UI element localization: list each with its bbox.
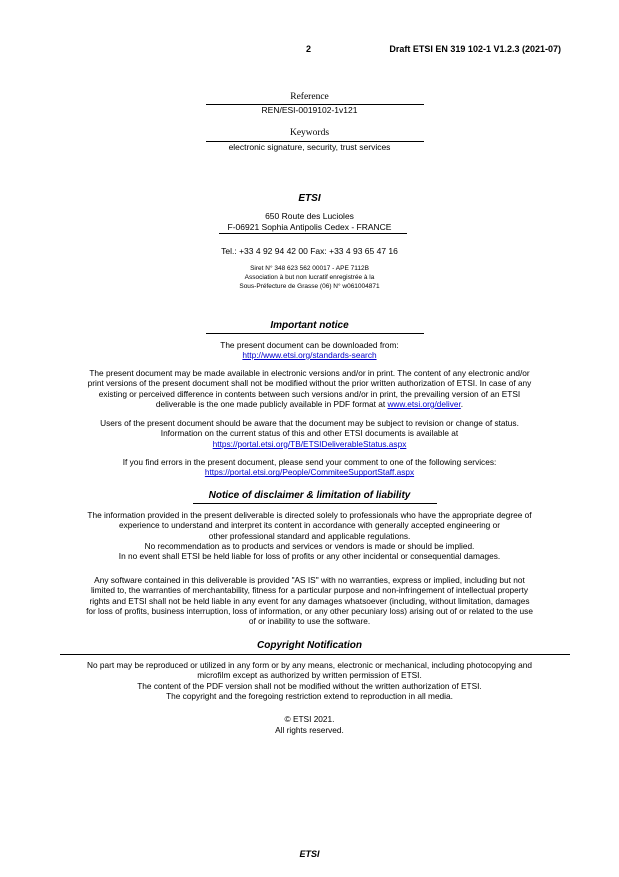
notice-paragraph-1: [0, 368, 619, 409]
notice-p1-line1: The present document may be made available in electronic versions and/or in print. The content of any electronic and/or: [89, 368, 530, 378]
copyright-line4: The copyright and the foregoing restriction extend to reproduction in all media.: [166, 690, 453, 701]
deliverable-status-link[interactable]: https://portal.etsi.org/TB/ETSIDeliverableStatus.aspx: [212, 438, 407, 449]
copyright-line2: microfilm except as authorized by written permission of ETSI.: [197, 670, 422, 681]
disclaimer-p1-line4: No recommendation as to products and services or vendors is made or should be implied.: [144, 540, 475, 551]
notice-p1-line4-text: deliverable is the one made publicly available in PDF format at: [155, 398, 388, 409]
notice-p2-line2: Information on the current status of this and other ETSI documents is available at: [160, 428, 459, 439]
org-siret: Siret N° 348 623 562 00017 - APE 7112B: [250, 265, 369, 272]
org-name: ETSI: [298, 193, 321, 204]
document-title: Draft ETSI EN 319 102-1 V1.2.3 (2021-07): [389, 44, 561, 54]
copyright-year: © ETSI 2021.: [284, 714, 335, 724]
important-notice-rule: [206, 333, 424, 334]
copyright-paragraph: [0, 660, 619, 701]
disclaimer-p2-line4: for loss of profits, business interruption, loss of information, or any other pecuniary loss) arising out of or related to the use: [86, 605, 533, 616]
notice-p2-line1: Users of the present document should be aware that the document may be subject to revision or change of status.: [100, 418, 519, 428]
disclaimer-p1-line3: other professional standard and applicable regulations.: [208, 530, 411, 541]
reference-value: REN/ESI-0019102-1v121: [261, 105, 358, 115]
notice-p3-line1: If you find errors in the present document, please send your comment to one of the following services:: [122, 457, 497, 467]
copyright-line1: No part may be reproduced or utilized in any form or by any means, electronic or mechanical, including photocopying and: [86, 660, 533, 670]
disclaimer-p1-line2: experience to understand and interpret its content in accordance with generally accepted engineering or: [119, 520, 500, 531]
important-notice-heading: Important notice: [270, 320, 349, 331]
org-address-line1: 650 Route des Lucioles: [265, 211, 354, 221]
disclaimer-paragraph-2: [0, 575, 619, 626]
disclaimer-p2-line2: limited to, the warranties of merchantability, fitness for a particular purpose and non-infringement of intellectual property: [90, 585, 529, 596]
page-number: 2: [306, 44, 312, 54]
copyright-line3: The content of the PDF version shall not be modified without the written authorization of ETSI.: [137, 680, 482, 691]
org-telephone: Tel.: +33 4 92 94 42 00 Fax: +33 4 93 65 47 16: [221, 246, 398, 256]
download-text: The present document can be downloaded from:: [220, 340, 399, 350]
keywords-label: Keywords: [289, 128, 330, 138]
disclaimer-p2-line5: of or inability to use the software.: [248, 616, 371, 627]
committee-support-link[interactable]: https://portal.etsi.org/People/CommiteeSupportStaff.aspx: [204, 467, 415, 478]
footer-etsi: ETSI: [299, 849, 320, 859]
notice-p1-line4: [0, 399, 619, 409]
all-rights-reserved: All rights reserved.: [275, 725, 344, 735]
disclaimer-paragraph-1: [0, 510, 619, 561]
copyright-rule: [60, 654, 570, 655]
disclaimer-p2-line3: rights and ETSI shall not be held liable in any event for any damages whatsoever (including, without limitation, damages: [89, 595, 530, 606]
notice-p1-line2: print versions of the present document shall not be modified without the prior written authorization of ETSI. In case of any: [87, 378, 532, 389]
org-association: Association à but non lucratif enregistrée à la: [244, 274, 375, 281]
org-address-line2: F-06921 Sophia Antipolis Cedex - FRANCE: [227, 222, 392, 232]
disclaimer-p1-line1: The information provided in the present deliverable is directed solely to professionals who have the appropriate degree of: [87, 510, 532, 520]
standards-search-link[interactable]: http://www.etsi.org/standards-search: [242, 350, 377, 360]
address-rule: [219, 233, 407, 234]
copyright-heading: Copyright Notification: [257, 640, 362, 651]
notice-paragraph-3: [0, 457, 619, 478]
keywords-value: electronic signature, security, trust services: [228, 142, 391, 152]
deliver-link[interactable]: www.etsi.org/deliver: [387, 398, 461, 409]
disclaimer-p2-line1: Any software contained in this deliverable is provided "AS IS" with no warranties, express or implied, including but not: [94, 575, 525, 585]
notice-p1-line4-period: .: [460, 398, 464, 409]
disclaimer-p1-line5: In no event shall ETSI be held liable for loss of profits or any other incidental or consequential damages.: [118, 551, 501, 562]
disclaimer-heading: Notice of disclaimer & limitation of liability: [208, 490, 411, 501]
notice-paragraph-2: [0, 418, 619, 449]
notice-p1-line3: existing or perceived difference in contents between such versions and/or in print, the prevailing version of an ETSI: [98, 388, 521, 399]
reference-label: Reference: [290, 92, 329, 102]
org-prefecture: Sous-Préfecture de Grasse (06) N° w061004871: [239, 283, 380, 290]
disclaimer-rule: [193, 503, 437, 504]
